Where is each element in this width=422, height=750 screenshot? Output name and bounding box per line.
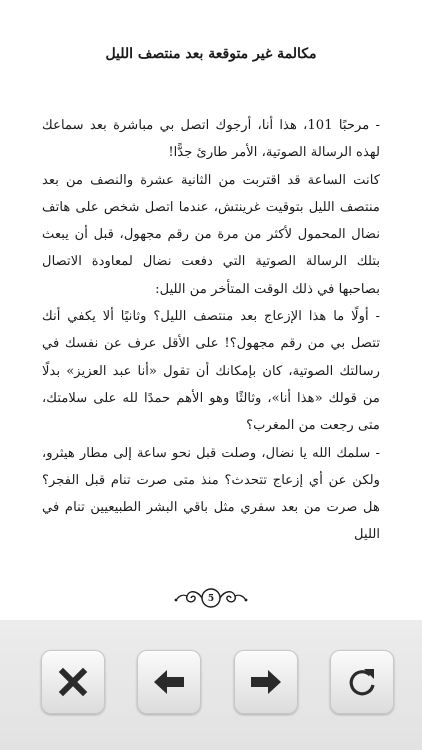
arrow-right-icon xyxy=(249,665,283,699)
paragraph: - مرحبًا 101، هذا أنا، أرجوك اتصل بي مباشرة بعد سماعك لهذه الرسالة الصوتية، الأمر طارئ جدًّا! xyxy=(42,118,380,161)
refresh-button[interactable] xyxy=(330,650,394,714)
paragraph: - سلمك الله يا نضال، وصلت قبل نحو ساعة إلى مطار هيثرو، ولكن عن أي إزعاج تتحدث؟ منذ متى صرت تنام قبل الفجر؟ هل صرت من بعد سفري مثل باقي البشر الطبيعيين تنام في الليل xyxy=(42,445,380,543)
next-page-button[interactable] xyxy=(234,650,298,714)
close-button[interactable] xyxy=(41,650,105,714)
page-number: 5 xyxy=(207,594,215,604)
paragraph: - أولًا ما هذا الإزعاج بعد منتصف الليل؟ وثانيًا ألا يكفي أنك تتصل بي من رقم مجهول؟! على الأقل عرف عن نفسك في رسالتك الصوتية، كان بإمكانك أن تقول «أنا عبد العزيز» بدلًا من قولك «هذا أنا»، وثالثًا وهو الأهم حمدًا لله على سلامتك، متى رجعت من المغرب؟ xyxy=(42,309,380,434)
close-icon xyxy=(56,665,90,699)
arrow-left-icon xyxy=(152,665,186,699)
refresh-icon xyxy=(345,665,379,699)
paragraph: كانت الساعة قد اقتربت من الثانية عشرة والنصف من بعد منتصف الليل بتوقيت غرينتش، عندما اتصل شخص على هاتف نضال المحمول لأكثر من مرة من رقم مجهول، قبل أن يبعث بتلك الرسالة الصوتية التي دفعت نضال لمعاودة الاتصال بصاحبها في ذلك الوقت المتأخر من الليل: xyxy=(42,172,380,297)
previous-page-button[interactable] xyxy=(137,650,201,714)
chapter-title: مكالمة غير متوقعة بعد منتصف الليل xyxy=(105,46,317,62)
page-body xyxy=(42,112,380,549)
